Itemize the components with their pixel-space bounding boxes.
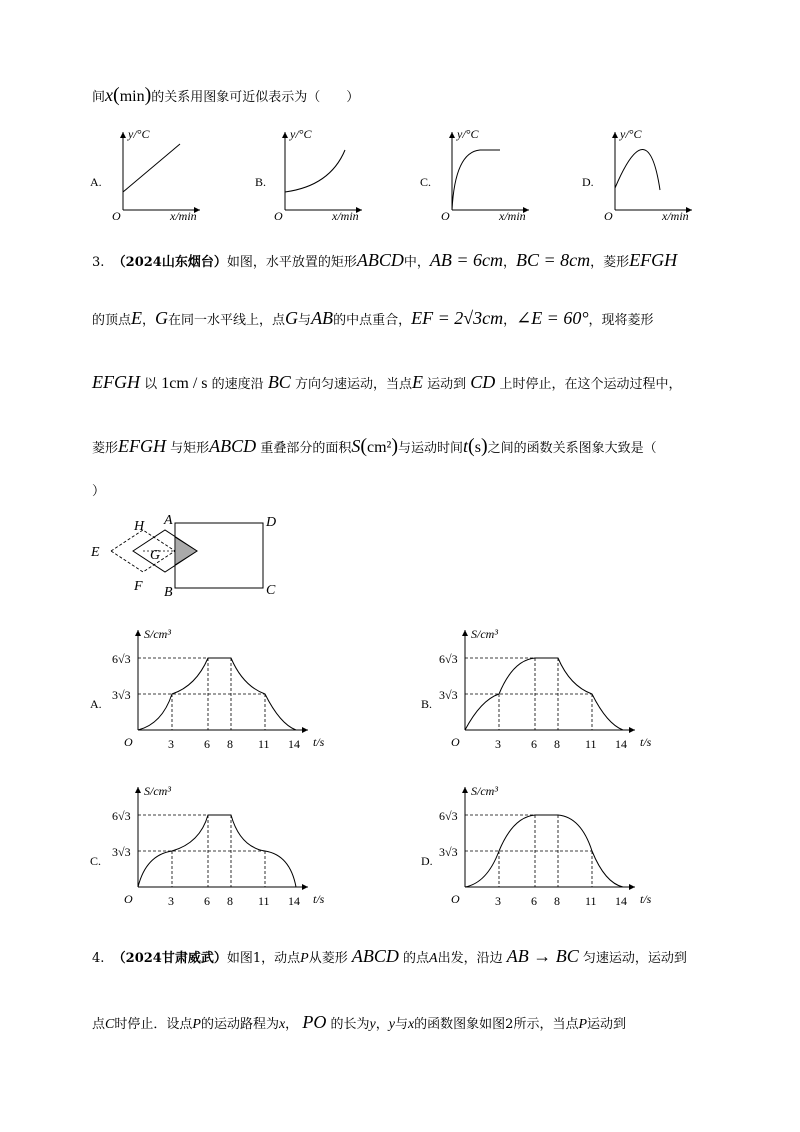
q4-text: 出发，沿边: [437, 951, 503, 966]
q2-c-xlabel: x/min: [499, 209, 526, 223]
q3-text: 之间的函数关系图象大致是（: [487, 441, 657, 456]
q3-text: 如图，水平放置的矩形: [226, 255, 357, 270]
fig-label-e: E: [91, 545, 100, 560]
q3-var: t: [463, 436, 469, 456]
q3-text: 的速度沿: [211, 377, 264, 392]
q3-text: 的中点重合，: [333, 313, 412, 328]
q3-text: ，: [503, 313, 517, 328]
q4-number: 4.: [92, 951, 105, 966]
q3-text: 与矩形: [170, 441, 210, 456]
q3-unit: s: [474, 439, 481, 456]
q3-a-xtick: 3: [168, 737, 174, 751]
q2-c-label: C.: [420, 175, 432, 189]
q3-ef: EF = 2√3cm: [411, 308, 504, 328]
q3-text: ）: [92, 484, 106, 499]
q2-graph-c: [420, 127, 529, 223]
q4-text: 的运动路程为: [200, 1017, 279, 1032]
q2-b-xlabel: x/min: [332, 209, 359, 223]
q4-line-2: [92, 1012, 626, 1033]
q2-b-ylabel: y/°C: [290, 127, 312, 141]
q4-path: AB → BC: [506, 946, 579, 966]
q4-var: A: [429, 951, 438, 966]
q3-text: 与: [298, 313, 312, 328]
q4-text: 如图1，动点: [226, 951, 301, 966]
q3-c-label: C.: [90, 854, 102, 868]
q3-var: EFGH: [92, 372, 140, 392]
q3-a-ylabel: S/cm³: [144, 627, 171, 641]
q3-option-graphs: [0, 620, 800, 920]
q3-d-origin: O: [451, 892, 460, 906]
q3-angle: ∠E = 60°: [516, 308, 589, 328]
q3-c-xtick: 6: [204, 894, 210, 908]
q3-text: 的顶点: [92, 313, 132, 328]
q3-var: G: [155, 308, 169, 328]
q4-text: 点: [92, 1017, 106, 1032]
q4-text: 时停止．设点: [114, 1017, 193, 1032]
q3-b-ytick: 3√3: [439, 688, 458, 702]
q4-var: x: [407, 1017, 415, 1032]
q3-d-xtick: 11: [585, 894, 597, 908]
q3-c-xlabel: t/s: [313, 892, 325, 906]
q3-var: AB: [311, 308, 334, 328]
q2-graph-a: [90, 127, 200, 223]
q2-a-xlabel: x/min: [170, 209, 197, 223]
q3-d-label: D.: [421, 854, 433, 868]
q3-a-ytick: 6√3: [112, 652, 131, 666]
q3-d-xtick: 6: [531, 894, 537, 908]
q4-text: 的点: [403, 951, 430, 966]
q4-var: y: [369, 1017, 376, 1032]
q2-option-graphs: [80, 120, 720, 230]
q3-a-xtick: 14: [288, 737, 300, 751]
q2-graph-b: [255, 127, 362, 223]
q3-a-xlabel: t/s: [313, 735, 325, 749]
fig-label-h: H: [134, 519, 145, 534]
q3-b-label: B.: [421, 697, 433, 711]
q2-b-label: B.: [255, 175, 267, 189]
q3-text: 与运动时间: [398, 441, 464, 456]
q2-d-ylabel: y/°C: [620, 127, 642, 141]
q2-var-x: x: [105, 85, 114, 105]
q3-text: 上时停止，在这个运动过程中，: [499, 377, 682, 392]
q2-graph-d: [582, 127, 692, 223]
q3-d-ytick: 6√3: [439, 809, 458, 823]
q4-rhombus: ABCD: [351, 946, 399, 966]
q3-d-xtick: 3: [495, 894, 501, 908]
q3-a-origin: O: [124, 735, 133, 749]
q4-var: y: [388, 1017, 395, 1032]
q4-text: 运动到: [587, 1017, 627, 1032]
q3-text: ，菱形: [590, 255, 630, 270]
fig-label-d: D: [266, 515, 277, 530]
q2-c-origin: O: [441, 209, 450, 223]
q3-c-xtick: 11: [258, 894, 270, 908]
q3-var: EFGH: [118, 436, 167, 456]
q3-var: E: [411, 372, 423, 392]
q3-graph-b: [421, 627, 652, 751]
q3-bc: BC = 8cm: [516, 250, 591, 270]
q3-number: 3.: [92, 255, 105, 270]
q2-a-label: A.: [90, 175, 102, 189]
q3-a-ytick: 3√3: [112, 688, 131, 702]
q3-c-xtick: 3: [168, 894, 174, 908]
fig-label-c: C: [266, 583, 276, 598]
q3-a-label: A.: [90, 697, 102, 711]
fig-label-g: G: [150, 548, 161, 563]
q3-line-1: [92, 250, 677, 271]
q4-text: 的长为: [330, 1017, 370, 1032]
q3-d-xlabel: t/s: [640, 892, 652, 906]
fig-label-a: A: [164, 513, 173, 528]
q4-line-1: [92, 946, 687, 967]
q3-unit: cm²: [367, 439, 392, 456]
q2-text: 间: [92, 90, 106, 105]
q3-text: ，: [503, 255, 517, 270]
q3-c-ytick: 6√3: [112, 809, 131, 823]
q3-line-4: 菱形EFGH 与矩形ABCD 重叠部分的面积S(cm²)与运动时间t(s)之间的函数关系图象大致是（: [92, 435, 657, 457]
q4-var: x: [278, 1017, 286, 1032]
q4-text: ，: [285, 1017, 299, 1032]
q4-text: ，: [375, 1017, 389, 1032]
q2-b-origin: O: [274, 209, 283, 223]
q3-text: 重叠部分的面积: [260, 441, 352, 456]
q2-unit: min: [119, 88, 145, 105]
q3-c-xtick: 8: [227, 894, 233, 908]
q3-line-3: [92, 372, 681, 393]
q3-text: ，: [142, 313, 156, 328]
q3-c-xtick: 14: [288, 894, 300, 908]
q3-c-ytick: 3√3: [112, 845, 131, 859]
q2-a-origin: O: [112, 209, 121, 223]
q3-b-xtick: 3: [495, 737, 501, 751]
q2-a-ylabel: y/°C: [128, 127, 150, 141]
q3-text: 运动到: [427, 377, 467, 392]
q4-var: P: [300, 951, 309, 966]
q3-rect: ABCD: [356, 250, 404, 270]
q3-text: 中，: [403, 255, 430, 270]
q3-text: 方向匀速运动，当点: [294, 377, 412, 392]
q3-text: 以: [144, 377, 158, 392]
q4-text: 匀速运动，运动到: [582, 951, 687, 966]
q3-text: ，现将菱形: [588, 313, 654, 328]
q3-var: ABCD: [209, 436, 257, 456]
q3-var: BC: [267, 372, 291, 392]
q4-text: 的函数图象如图2所示，当点: [414, 1017, 579, 1032]
q3-text: 菱形: [92, 441, 119, 456]
q3-b-ytick: 6√3: [439, 652, 458, 666]
q4-var: P: [192, 1017, 201, 1032]
q2-d-xlabel: x/min: [662, 209, 689, 223]
q3-d-xtick: 14: [615, 894, 627, 908]
q3-var: CD: [470, 372, 496, 392]
q3-a-xtick: 11: [258, 737, 270, 751]
q2-text-end: 的关系用图象可近似表示为（ ）: [151, 90, 360, 105]
q3-c-ylabel: S/cm³: [144, 784, 171, 798]
q3-a-xtick: 6: [204, 737, 210, 751]
q3-source: （2024山东烟台）: [112, 255, 227, 270]
q3-c-origin: O: [124, 892, 133, 906]
q3-b-xtick: 14: [615, 737, 627, 751]
q3-b-xtick: 6: [531, 737, 537, 751]
q3-d-ytick: 3√3: [439, 845, 458, 859]
q4-var: P: [578, 1017, 588, 1032]
q3-line-5: [92, 480, 105, 499]
q4-po: PO: [302, 1012, 327, 1032]
q3-rhombus: EFGH: [629, 250, 678, 270]
q3-figure: [88, 510, 298, 600]
fig-label-f: F: [134, 579, 143, 594]
q3-graph-c: [90, 784, 325, 908]
q4-source: （2024甘肃威武）: [112, 951, 227, 966]
q2-c-ylabel: y/°C: [457, 127, 479, 141]
q3-b-origin: O: [451, 735, 460, 749]
q3-speed: 1cm / s: [161, 375, 208, 392]
q3-b-xtick: 8: [554, 737, 560, 751]
q4-var: C: [105, 1017, 115, 1032]
q3-b-xlabel: t/s: [640, 735, 652, 749]
q3-a-xtick: 8: [227, 737, 233, 751]
q4-text: 从菱形: [308, 951, 348, 966]
q3-b-ylabel: S/cm³: [471, 627, 498, 641]
q3-var: S: [351, 436, 361, 456]
q3-text: 在同一水平线上，点: [168, 313, 286, 328]
q3-line-2: [92, 308, 654, 329]
q3-graph-d: [421, 784, 652, 908]
q3-var: G: [285, 308, 299, 328]
q3-d-xtick: 8: [554, 894, 560, 908]
q4-text: 与: [394, 1017, 408, 1032]
q3-d-ylabel: S/cm³: [471, 784, 498, 798]
q3-b-xtick: 11: [585, 737, 597, 751]
q3-ab: AB = 6cm: [429, 250, 504, 270]
q3-var: E: [131, 308, 143, 328]
q2-d-origin: O: [604, 209, 613, 223]
fig-label-b: B: [164, 585, 173, 600]
q2-d-label: D.: [582, 175, 594, 189]
q2-text-line: 间x(min)的关系用图象可近似表示为（ ）: [92, 84, 360, 106]
q3-graph-a: [90, 627, 325, 751]
